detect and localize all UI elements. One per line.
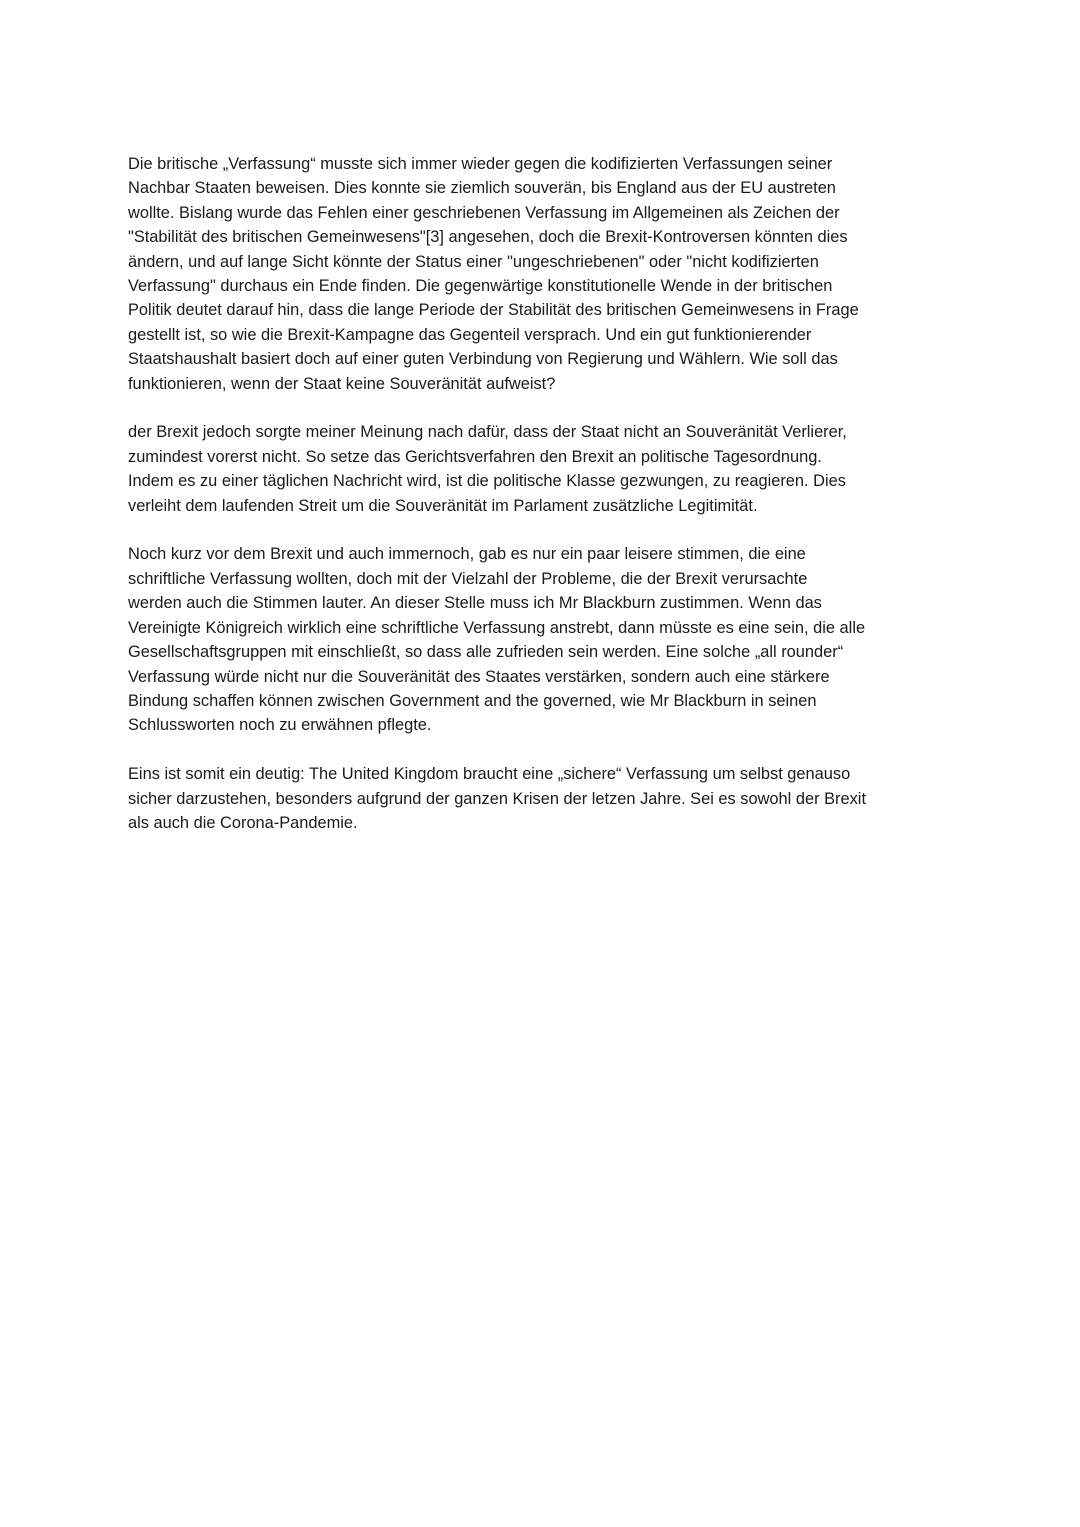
text-line: Staatshaushalt basiert doch auf einer guten Verbindung von Regierung und Wählern. Wie soll das: [128, 350, 838, 369]
text-line: "Stabilität des britischen Gemeinwesens"[3] angesehen, doch die Brexit-Kontroversen könnten dies: [128, 228, 848, 247]
text-line: Schlussworten noch zu erwähnen pflegte.: [128, 716, 432, 735]
text-line: Bindung schaffen können zwischen Government and the governed, wie Mr Blackburn in seinen: [128, 691, 817, 710]
document-body: [128, 152, 968, 860]
text-line: Noch kurz vor dem Brexit und auch immernoch, gab es nur ein paar leisere stimmen, die eine: [128, 545, 806, 564]
text-line: Verfassung würde nicht nur die Souveränität des Staates verstärken, sondern auch eine stärkere: [128, 667, 830, 686]
text-line: sicher darzustehen, besonders aufgrund der ganzen Krisen der letzen Jahre. Sei es sowohl der Brexit: [128, 789, 867, 808]
text-line: der Brexit jedoch sorgte meiner Meinung nach dafür, dass der Staat nicht an Souveränität Verlierer,: [128, 423, 847, 442]
paragraph: [128, 542, 968, 737]
text-line: werden auch die Stimmen lauter. An dieser Stelle muss ich Mr Blackburn zustimmen. Wenn das: [128, 594, 822, 613]
paragraph: [128, 420, 968, 518]
paragraph: [128, 152, 968, 396]
text-line: wollte. Bislang wurde das Fehlen einer geschriebenen Verfassung im Allgemeinen als Zeichen der: [128, 203, 840, 222]
text-line: Verfassung" durchaus ein Ende finden. Die gegenwärtige konstitutionelle Wende in der britischen: [128, 277, 833, 296]
text-line: Nachbar Staaten beweisen. Dies konnte sie ziemlich souverän, bis England aus der EU austreten: [128, 179, 836, 198]
text-line: Politik deutet darauf hin, dass die lange Periode der Stabilität des britischen Gemeinwesens in Frage: [128, 301, 859, 320]
text-line: Vereinigte Königreich wirklich eine schriftliche Verfassung anstrebt, dann müsste es eine sein, die alle: [128, 618, 866, 637]
text-line: ändern, und auf lange Sicht könnte der Status einer "ungeschriebenen" oder "nicht kodifizierten: [128, 252, 819, 271]
text-line: verleiht dem laufenden Streit um die Souveränität im Parlament zusätzliche Legitimität.: [128, 496, 758, 515]
text-line: gestellt ist, so wie die Brexit-Kampagne das Gegenteil versprach. Und ein gut funktionierender: [128, 325, 812, 344]
text-line: funktionieren, wenn der Staat keine Souveränität aufweist?: [128, 374, 556, 393]
text-line: als auch die Corona-Pandemie.: [128, 813, 358, 832]
text-line: zumindest vorerst nicht. So setze das Gerichtsverfahren den Brexit an politische Tagesordnung.: [128, 447, 822, 466]
text-line: schriftliche Verfassung wollten, doch mit der Vielzahl der Probleme, die der Brexit verursachte: [128, 569, 808, 588]
text-line: Eins ist somit ein deutig: The United Kingdom braucht eine „sichere“ Verfassung um selbst genauso: [128, 765, 851, 784]
text-line: Gesellschaftsgruppen mit einschließt, so dass alle zufrieden sein werden. Eine solche „all rounder“: [128, 643, 844, 662]
text-line: Die britische „Verfassung“ musste sich immer wieder gegen die kodifizierten Verfassungen seiner: [128, 155, 833, 173]
paragraph: [128, 762, 968, 835]
text-line: Indem es zu einer täglichen Nachricht wird, ist die politische Klasse gezwungen, zu reagieren. Dies: [128, 472, 846, 491]
